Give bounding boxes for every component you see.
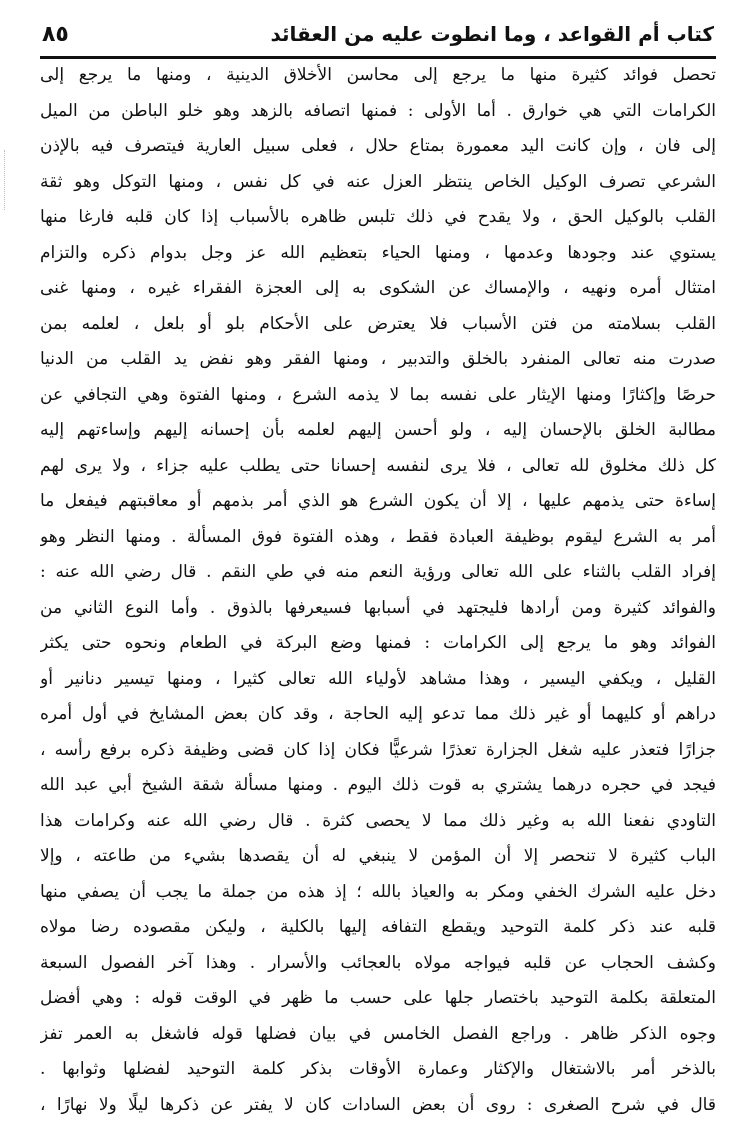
text-line: حرصًا وإكثارًا ومنها الإيثار على نفسه بما لا يذمه الشرع ، ومنها الفتوة وهي التجافي عن [40, 378, 716, 414]
text-line: يستوي عند وجودها وعدمها ، ومنها الحياء بتعظيم الله عز وجل بدوام ذكره والتزام [40, 236, 716, 272]
text-line: القلب بالوكيل الحق ، ولا يقدح في ذلك تلبس ظاهره بالأسباب إذا كان قلبه فارغا منها [40, 200, 716, 236]
text-line: صدرت منه تعالى المنفرد بالخلق والتدبير ، ومنها الفقر وهو نفض يد القلب من الدنيا [40, 342, 716, 378]
text-line: والفوائد كثيرة ومن أرادها فليجتهد في أسبابها فسيعرفها بالذوق . وأما النوع الثاني من [40, 591, 716, 627]
text-line: إساءة حتى يذمهم عليها ، إلا أن يكون الشرع هو الذي أمر بذمهم أو معاقبتهم فيفعل ما [40, 484, 716, 520]
text-line: وجوه الذكر ظاهر . وراجع الفصل الخامس في بيان فضلها قوله فاشغل به العمر تفز [40, 1017, 716, 1053]
text-line: فيجد في حجره درهما يشتري به قوت ذلك اليوم . ومنها مسألة شقة الشيخ أبي عبد الله [40, 768, 716, 804]
text-line: كل ذلك مخلوق لله تعالى ، فلا يرى لنفسه إحسانا حتى يطلب عليه جزاء ، ولا يرى لهم [40, 449, 716, 485]
text-line: امتثال أمره ونهيه ، والإمساك عن الشكوى به إلى العجزة الفقراء غيره ، ومنها غنى [40, 271, 716, 307]
text-line: وكشف الحجاب عن قلبه فيواجه مولاه بالعجائب والأسرار . وهذا آخر الفصول السبعة [40, 946, 716, 982]
text-line: قال في شرح الصغرى : روى أن بعض السادات كان لا يفتر عن ذكرها ليلًا ولا نهارًا ، [40, 1088, 716, 1123]
text-line: جزارًا فتعذر عليه شغل الجزارة تعذرًا شرعيًّا فكان إذا كان قضى وظيفة ذكره برفع رأسه ، [40, 733, 716, 769]
text-line: بالذخر أمر بالاشتغال والإكثار وعمارة الأوقات بذكر كلمة التوحيد لفضلها وثوابها . [40, 1052, 716, 1088]
text-line: المتعلقة بكلمة التوحيد باختصار جلها على حسب ما ظهر في الوقت قوله : وهي أفضل [40, 981, 716, 1017]
text-line: القليل ، ويكفي اليسير ، وهذا مشاهد لأولياء الله تعالى كثيرا ، ومنها تيسير دنانير أو [40, 662, 716, 698]
text-line: الكرامات التي هي خوارق . أما الأولى : فمنها اتصافه بالزهد وهو خلو الباطن من الميل [40, 94, 716, 130]
running-title: كتاب أم القواعد ، وما انطوت عليه من العقائد [270, 22, 714, 46]
text-line: أمر به الشرع ليقوم بوظيفة العبادة فقط ، وهذه الفتوة فوق المسألة . ومنها النظر وهو [40, 520, 716, 556]
text-line: التاودي نفعنا الله به وغير ذلك مما لا يحصى كثرة . قال رضي الله عنه وكرامات هذا [40, 804, 716, 840]
text-line: القلب بسلامته من فتن الأسباب فلا يعترض على الأحكام بلو أو بلعل ، لعلمه بمن [40, 307, 716, 343]
text-line: إلى فان ، وإن كانت اليد معمورة بمتاع حلال ، فعلى سبيل العارية فيتصرف فيه بالإذن [40, 129, 716, 165]
text-line: إفراد القلب بالثناء على الله تعالى ورؤية النعم منه في طي النقم . قال رضي الله عنه : [40, 555, 716, 591]
body-text [40, 58, 716, 1123]
text-line: تحصل فوائد كثيرة منها ما يرجع إلى محاسن الأخلاق الدينية ، ومنها ما يرجع إلى [40, 58, 716, 94]
text-line: دراهم أو كليهما أو غير ذلك مما تدعو إليه الحاجة ، وقد كان بعض المشايخ في أول أمره [40, 697, 716, 733]
text-line: الباب كثيرة لا تنحصر إلا أن المؤمن لا ينبغي له أن يقصدها بشيء من طاعته ، وإلا [40, 839, 716, 875]
margin-scan-mark [4, 150, 7, 210]
text-line: دخل عليه الشرك الخفي ومكر به والعياذ بالله ؛ إذ هذه من جملة ما يجب أن يصفي منها [40, 875, 716, 911]
text-line: قلبه عند ذكر كلمة التوحيد ويقطع التفافه إليها بالكلية ، وليكن مقصوده رضا مولاه [40, 910, 716, 946]
text-line: مطالبة الخلق بالإحسان إليه ، ولو أحسن إليهم لعلمه بأن إحسانه إليهم وإساءتهم إليه [40, 413, 716, 449]
text-line: الشرعي تصرف الوكيل الخاص ينتظر العزل عنه في كل نفس ، ومنها التوكل وهو ثقة [40, 165, 716, 201]
page-number: ٨٥ [42, 22, 69, 47]
text-line: الفوائد وهو ما يرجع إلى الكرامات : فمنها وضع البركة في الطعام ونحوه حتى يكثر [40, 626, 716, 662]
page-header [42, 12, 714, 56]
